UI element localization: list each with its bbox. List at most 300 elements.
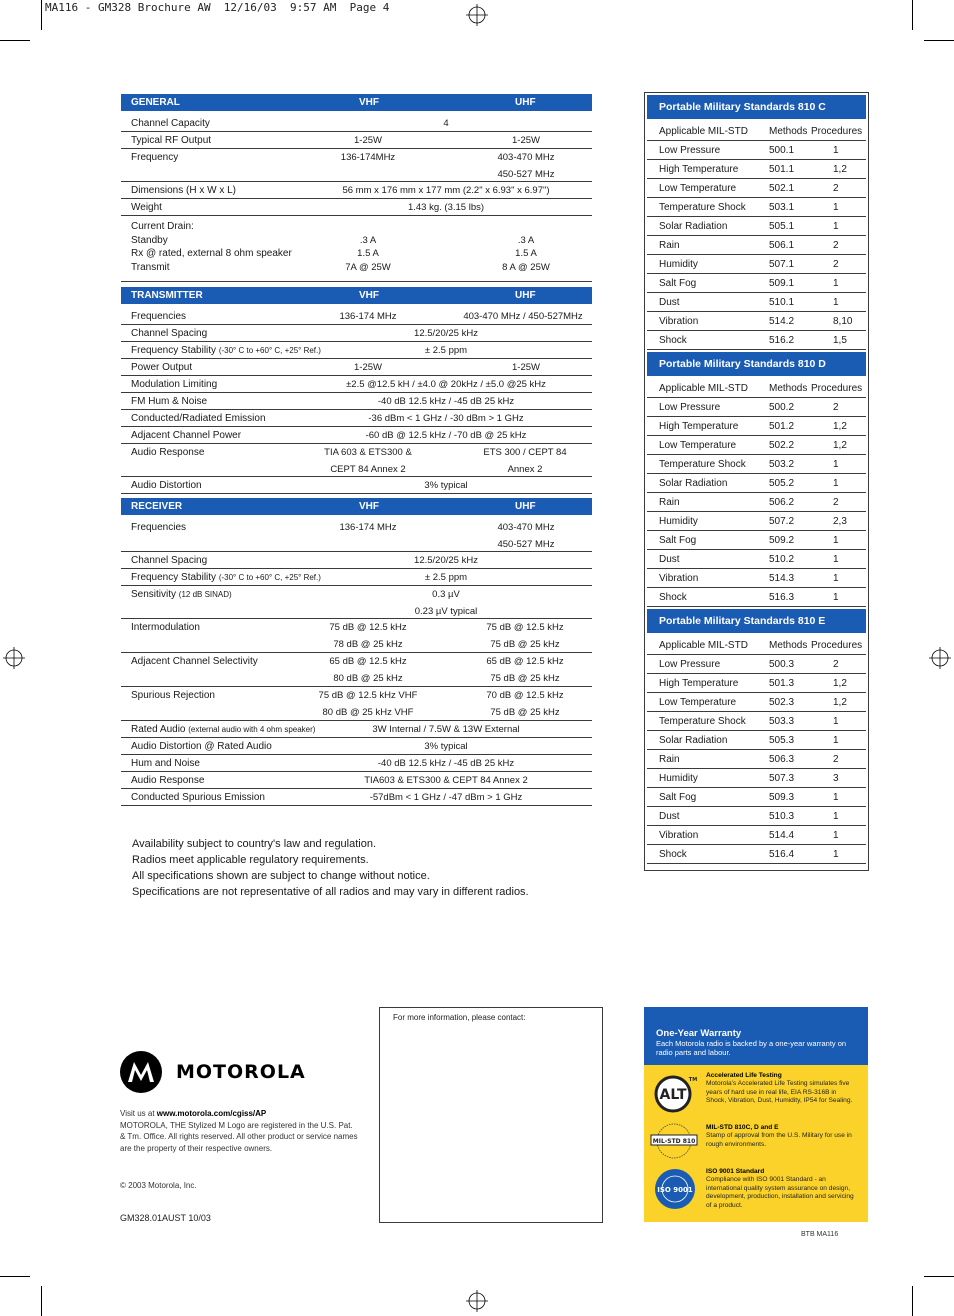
method-value: 507.2 xyxy=(769,516,795,527)
mil-std-810e-section xyxy=(645,609,868,864)
mil-std-row xyxy=(647,531,866,550)
vhf-value: 1-25W xyxy=(354,362,382,373)
test-name: Temperature Shock xyxy=(659,202,746,213)
procedure-value: 1 xyxy=(833,459,839,470)
column-header: Methods xyxy=(769,126,808,137)
uhf-value-line: 403-470 MHz xyxy=(497,152,555,163)
procedure-value: 1,2 xyxy=(833,697,847,708)
row-label: FM Hum & Noise xyxy=(131,396,208,407)
mil-std-row xyxy=(647,179,866,198)
row-value: -40 dB 12.5 kHz / -45 dB 25 kHz xyxy=(377,396,515,407)
procedure-value: 2 xyxy=(833,259,839,270)
uhf-value: 403-470 MHz / 450-527MHz xyxy=(463,311,583,322)
btb-code: BTB MA116 xyxy=(801,1231,839,1238)
procedure-value: 1 xyxy=(833,535,839,546)
procedure-value: 1 xyxy=(833,221,839,232)
procedure-value: 1 xyxy=(833,145,839,156)
row-value: 3% typical xyxy=(424,480,468,491)
section-title: TRANSMITTER xyxy=(131,290,203,301)
mil-std-header: Portable Military Standards 810 E xyxy=(647,609,866,633)
uhf-value-line: 75 dB @ 25 kHz xyxy=(490,707,560,718)
mil-std-row xyxy=(647,493,866,512)
procedure-value: 1 xyxy=(833,297,839,308)
mil-std-row xyxy=(647,674,866,693)
table-row xyxy=(121,477,592,494)
vhf-value: 1-25W xyxy=(354,135,382,146)
test-name: Low Pressure xyxy=(659,402,721,413)
method-value: 510.3 xyxy=(769,811,795,822)
mil-std-row xyxy=(647,274,866,293)
row-label: Conducted/Radiated Emission xyxy=(131,413,266,424)
mil-std-row xyxy=(647,693,866,712)
test-name: Vibration xyxy=(659,316,699,327)
vhf-value xyxy=(306,444,430,478)
row-label: Spurious Rejection xyxy=(131,690,215,701)
column-header: Procedures xyxy=(811,383,863,394)
method-value: 505.3 xyxy=(769,735,795,746)
registration-mark-icon xyxy=(929,647,951,669)
uhf-column-header: UHF xyxy=(515,290,536,301)
vhf-value xyxy=(321,234,415,275)
row-value: 3W Internal / 7.5W & 13W External xyxy=(372,724,520,735)
table-row xyxy=(121,569,592,586)
svg-text:TM: TM xyxy=(688,1077,697,1083)
row-label-line: Transmit xyxy=(131,261,170,273)
vhf-value: 136-174MHz xyxy=(340,152,396,163)
procedure-value: 2 xyxy=(833,659,839,670)
note-line: All specifications shown are subject to change without notice. xyxy=(132,870,430,882)
method-value: 501.3 xyxy=(769,678,795,689)
row-value-line: 0.3 µV xyxy=(432,589,460,600)
svg-text:MIL-STD 810: MIL-STD 810 xyxy=(652,1138,696,1145)
method-value: 507.3 xyxy=(769,773,795,784)
row-value: 4 xyxy=(443,118,449,129)
crop-mark xyxy=(41,0,42,30)
column-header: Applicable MIL-STD xyxy=(659,126,748,137)
row-label: Modulation Limiting xyxy=(131,379,218,390)
row-label-note: (-30° C to +60° C, +25° Ref.) xyxy=(218,346,321,355)
test-name: Dust xyxy=(659,554,680,565)
uhf-value-line: ETS 300 / CEPT 84 xyxy=(483,447,567,458)
row-label: Frequencies xyxy=(131,522,187,533)
row-label xyxy=(131,586,232,603)
table-row xyxy=(121,586,592,619)
uhf-value-line: 8 A @ 25W xyxy=(502,261,550,273)
document-code: GM328.01AUST 10/03 xyxy=(120,1213,211,1223)
section-title: GENERAL xyxy=(131,97,180,108)
warranty-item-title: MIL-STD 810C, D and E xyxy=(706,1124,779,1131)
disclaimer-notes xyxy=(132,836,529,900)
uhf-value: 1-25W xyxy=(512,362,540,373)
table-row xyxy=(121,721,592,738)
row-label: Typical RF Output xyxy=(131,135,212,146)
row-label xyxy=(131,220,292,274)
vhf-value-line: CEPT 84 Annex 2 xyxy=(330,464,406,475)
row-label: Frequencies xyxy=(131,311,187,322)
test-name: Humidity xyxy=(659,516,698,527)
table-row xyxy=(121,376,592,393)
uhf-column-header: UHF xyxy=(515,501,536,512)
table-row xyxy=(121,308,592,325)
print-slug: MA116 - GM328 Brochure AW 12/16/03 9:57 AM Page 4 xyxy=(45,1,390,14)
table-row xyxy=(121,410,592,427)
method-value: 516.2 xyxy=(769,335,795,346)
row-value: ±2.5 @12.5 kH / ±4.0 @ 20kHz / ±5.0 @25 kHz xyxy=(346,379,546,390)
procedure-value: 2 xyxy=(833,402,839,413)
warranty-item-text xyxy=(706,1124,856,1149)
procedure-value: 1 xyxy=(833,202,839,213)
procedure-value: 1 xyxy=(833,849,839,860)
uhf-value-line: Annex 2 xyxy=(507,464,543,475)
row-label: Dimensions (H x W x L) xyxy=(131,185,237,196)
test-name: Rain xyxy=(659,240,680,251)
warranty-item-body: Stamp of approval from the U.S. Military for use in rough environments. xyxy=(706,1132,852,1148)
section-header-general xyxy=(121,94,592,111)
row-label-text: Sensitivity xyxy=(131,589,179,600)
warranty-item-title: Accelerated Life Testing xyxy=(706,1072,782,1079)
procedure-value: 1,2 xyxy=(833,440,847,451)
uhf-value xyxy=(481,149,571,183)
uhf-value xyxy=(481,519,571,553)
row-value: -36 dBm < 1 GHz / -30 dBm > 1 GHz xyxy=(368,413,524,424)
procedure-value: 2 xyxy=(833,497,839,508)
test-name: Dust xyxy=(659,811,680,822)
method-value: 506.1 xyxy=(769,240,795,251)
row-label: Audio Distortion xyxy=(131,480,202,491)
table-row-current-drain xyxy=(121,216,592,282)
uhf-value-line: 75 dB @ 12.5 kHz xyxy=(486,622,564,633)
procedure-value: 1 xyxy=(833,554,839,565)
method-value: 506.3 xyxy=(769,754,795,765)
procedure-value: 3 xyxy=(833,773,839,784)
iso-icon xyxy=(653,1167,697,1211)
column-header: Methods xyxy=(769,383,808,394)
test-name: Rain xyxy=(659,754,680,765)
test-name: Low Temperature xyxy=(659,440,737,451)
svg-text:ALT: ALT xyxy=(659,1087,687,1103)
mil-std-row xyxy=(647,417,866,436)
method-value: 516.3 xyxy=(769,592,795,603)
table-row xyxy=(121,552,592,569)
test-name: Rain xyxy=(659,497,680,508)
table-row xyxy=(121,619,592,653)
uhf-value-line: 65 dB @ 12.5 kHz xyxy=(486,656,564,667)
alt-icon xyxy=(653,1072,697,1116)
method-value: 516.4 xyxy=(769,849,795,860)
mil-std-rows xyxy=(645,655,868,864)
mil-std-810d-section xyxy=(645,352,868,607)
procedure-value: 1 xyxy=(833,811,839,822)
uhf-value-line: 75 dB @ 25 kHz xyxy=(490,639,560,650)
mil-std-row xyxy=(647,731,866,750)
spec-table xyxy=(121,94,592,806)
method-value: 502.3 xyxy=(769,697,795,708)
mil-std-row xyxy=(647,141,866,160)
website-link[interactable]: www.motorola.com/cgiss/AP xyxy=(156,1109,267,1118)
test-name: Low Pressure xyxy=(659,659,721,670)
method-value: 507.1 xyxy=(769,259,795,270)
method-value: 503.3 xyxy=(769,716,795,727)
row-label-line: Standby xyxy=(131,234,168,246)
mil-std-row xyxy=(647,474,866,493)
row-value xyxy=(281,586,611,620)
mil-std-row xyxy=(647,826,866,845)
procedure-value: 1 xyxy=(833,592,839,603)
mil-std-row xyxy=(647,512,866,531)
column-header: Applicable MIL-STD xyxy=(659,640,748,651)
contact-label: For more information, please contact: xyxy=(393,1013,526,1022)
test-name: Shock xyxy=(659,335,687,346)
method-value: 510.2 xyxy=(769,554,795,565)
warranty-item-title: ISO 9001 Standard xyxy=(706,1168,765,1175)
table-row xyxy=(121,149,592,182)
vhf-value-line: 1.5 A xyxy=(357,248,379,259)
table-row xyxy=(121,755,592,772)
mil-std-810c-section xyxy=(645,95,868,350)
row-value: 12.5/20/25 kHz xyxy=(414,555,478,566)
method-value: 509.2 xyxy=(769,535,795,546)
table-row xyxy=(121,653,592,687)
row-value: 12.5/20/25 kHz xyxy=(414,328,478,339)
motorola-wordmark: MOTOROLA xyxy=(176,1061,306,1083)
procedure-value: 8,10 xyxy=(833,316,853,327)
crop-mark xyxy=(924,1276,954,1277)
row-label: Audio Response xyxy=(131,775,205,786)
vhf-value-line: 78 dB @ 25 kHz xyxy=(333,639,403,650)
uhf-value xyxy=(468,687,582,721)
procedure-value: 1 xyxy=(833,792,839,803)
crop-mark xyxy=(0,1276,30,1277)
table-row xyxy=(121,342,592,359)
table-row xyxy=(121,182,592,199)
test-name: Temperature Shock xyxy=(659,716,746,727)
row-label: Adjacent Channel Power xyxy=(131,430,242,441)
row-value: 3% typical xyxy=(424,741,468,752)
row-label: Channel Spacing xyxy=(131,555,208,566)
method-value: 500.3 xyxy=(769,659,795,670)
test-name: Low Pressure xyxy=(659,145,721,156)
procedure-value: 2 xyxy=(833,183,839,194)
table-row xyxy=(121,738,592,755)
row-label-line: Rx @ rated, external 8 ohm speaker xyxy=(131,248,292,259)
row-label: Hum and Noise xyxy=(131,758,200,769)
row-label-text: Frequency Stability xyxy=(131,572,219,583)
row-label-text: Frequency Stability xyxy=(131,345,219,356)
vhf-value xyxy=(311,619,425,653)
uhf-value xyxy=(468,619,582,653)
crop-mark xyxy=(41,1286,42,1316)
procedure-value: 1,2 xyxy=(833,421,847,432)
mil-std-row xyxy=(647,845,866,864)
warranty-item-text xyxy=(706,1168,856,1210)
mil-std-row xyxy=(647,550,866,569)
row-label-line: Current Drain: xyxy=(131,221,194,232)
method-value: 509.1 xyxy=(769,278,795,289)
method-value: 509.3 xyxy=(769,792,795,803)
note-line: Specifications are not representative of all radios and may vary in different radios. xyxy=(132,886,529,898)
military-standards-panel xyxy=(644,92,869,871)
method-value: 514.2 xyxy=(769,316,795,327)
row-label: Adjacent Channel Selectivity xyxy=(131,656,258,667)
test-name: Low Temperature xyxy=(659,697,737,708)
uhf-value-line: 75 dB @ 25 kHz xyxy=(490,673,560,684)
method-value: 501.1 xyxy=(769,164,795,175)
table-row xyxy=(121,132,592,149)
test-name: Vibration xyxy=(659,830,699,841)
vhf-value-line: 80 dB @ 25 kHz VHF xyxy=(322,707,414,718)
procedure-value: 1 xyxy=(833,830,839,841)
warranty-description: Each Motorola radio is backed by a one-year warranty on radio parts and labour. xyxy=(656,1039,847,1057)
warranty-header xyxy=(644,1007,868,1065)
registration-mark-icon xyxy=(466,4,488,26)
test-name: Humidity xyxy=(659,259,698,270)
table-row xyxy=(121,519,592,552)
vhf-value-line: 65 dB @ 12.5 kHz xyxy=(329,656,407,667)
row-label: Channel Capacity xyxy=(131,118,210,129)
procedure-value: 1,2 xyxy=(833,678,847,689)
method-value: 501.2 xyxy=(769,421,795,432)
test-name: Temperature Shock xyxy=(659,459,746,470)
procedure-value: 1,5 xyxy=(833,335,847,346)
mil-std-rows xyxy=(645,141,868,350)
table-row xyxy=(121,199,592,216)
mil-std-row xyxy=(647,217,866,236)
uhf-column-header: UHF xyxy=(515,97,536,108)
test-name: Dust xyxy=(659,297,680,308)
mil-std-row xyxy=(647,331,866,350)
method-value: 506.2 xyxy=(769,497,795,508)
mil-std-row xyxy=(647,255,866,274)
mil-std-row xyxy=(647,712,866,731)
vhf-column-header: VHF xyxy=(359,97,379,108)
method-value: 500.1 xyxy=(769,145,795,156)
row-value: -60 dB @ 12.5 kHz / -70 dB @ 25 kHz xyxy=(365,430,527,441)
vhf-column-header: VHF xyxy=(359,501,379,512)
test-name: Solar Radiation xyxy=(659,478,728,489)
row-value: ± 2.5 ppm xyxy=(424,572,468,583)
section-header-receiver xyxy=(121,498,592,515)
uhf-value-line: 70 dB @ 12.5 kHz xyxy=(486,690,564,701)
table-row xyxy=(121,359,592,376)
row-value-line: 0.23 µV typical xyxy=(414,606,478,617)
column-header: Procedures xyxy=(811,640,863,651)
crop-mark xyxy=(912,0,913,30)
warranty-item-body: Motorola's Accelerated Life Testing simulates five years of hard use in real life, EIA RS-316B in Shock, Vibration, Dust, Humidity, IP54 for Sealing. xyxy=(706,1080,853,1105)
procedure-value: 2 xyxy=(833,754,839,765)
visit-prefix: Visit us at xyxy=(120,1109,157,1118)
copyright: © 2003 Motorola, Inc. xyxy=(120,1181,197,1190)
method-value: 503.2 xyxy=(769,459,795,470)
contact-box xyxy=(379,1007,603,1223)
mil-std-header: Portable Military Standards 810 D xyxy=(647,352,866,376)
test-name: Shock xyxy=(659,592,687,603)
method-value: 505.2 xyxy=(769,478,795,489)
warranty-item-text xyxy=(706,1072,856,1106)
procedure-value: 2,3 xyxy=(833,516,847,527)
row-label: Audio Distortion @ Rated Audio xyxy=(131,741,272,752)
mil-std-row xyxy=(647,198,866,217)
uhf-value xyxy=(481,234,571,275)
column-header: Methods xyxy=(769,640,808,651)
warranty-panel xyxy=(644,1007,868,1222)
row-label: Power Output xyxy=(131,362,193,373)
row-label: Conducted Spurious Emission xyxy=(131,792,265,803)
test-name: Salt Fog xyxy=(659,278,697,289)
motorola-m-icon xyxy=(120,1051,162,1093)
uhf-value-line: 403-470 MHz xyxy=(497,522,555,533)
table-row xyxy=(121,393,592,410)
test-name: High Temperature xyxy=(659,678,739,689)
procedure-value: 1,2 xyxy=(833,164,847,175)
method-value: 514.3 xyxy=(769,573,795,584)
mil-std-row xyxy=(647,398,866,417)
vhf-value-line: 7A @ 25W xyxy=(345,261,391,273)
method-value: 505.1 xyxy=(769,221,795,232)
uhf-value-line: 450-527 MHz xyxy=(497,169,555,180)
row-label-note: (external audio with 4 ohm speaker) xyxy=(188,725,316,734)
procedure-value: 1 xyxy=(833,478,839,489)
mil-std-row xyxy=(647,236,866,255)
table-row xyxy=(121,427,592,444)
table-row xyxy=(121,687,592,721)
test-name: High Temperature xyxy=(659,421,739,432)
vhf-value: 136-174 MHz xyxy=(339,311,397,322)
test-name: Humidity xyxy=(659,773,698,784)
mil-std-row xyxy=(647,569,866,588)
mil-std-row xyxy=(647,788,866,807)
registration-mark-icon xyxy=(3,647,25,669)
test-name: High Temperature xyxy=(659,164,739,175)
row-label: Audio Response xyxy=(131,447,205,458)
procedure-value: 1 xyxy=(833,735,839,746)
test-name: Salt Fog xyxy=(659,535,697,546)
method-value: 502.1 xyxy=(769,183,795,194)
table-row xyxy=(121,789,592,806)
uhf-value xyxy=(468,653,582,687)
warranty-item-body: Compliance with ISO 9001 Standard - an international quality system assurance on design, development, production, installation and servicing of a product. xyxy=(706,1176,854,1209)
vhf-value-line: TIA 603 & ETS300 & xyxy=(324,447,412,458)
procedure-value: 1 xyxy=(833,716,839,727)
row-value: -40 dB 12.5 kHz / -45 dB 25 kHz xyxy=(377,758,515,769)
column-header: Applicable MIL-STD xyxy=(659,383,748,394)
uhf-value: 1-25W xyxy=(512,135,540,146)
method-value: 514.4 xyxy=(769,830,795,841)
test-name: Solar Radiation xyxy=(659,735,728,746)
mil-std-row xyxy=(647,436,866,455)
mil-std-column-header xyxy=(647,633,866,655)
row-value: -57dBm < 1 GHz / -47 dBm > 1 GHz xyxy=(369,792,523,803)
row-value: TIA603 & ETS300 & CEPT 84 Annex 2 xyxy=(364,775,528,786)
mil-std-column-header xyxy=(647,119,866,141)
test-name: Solar Radiation xyxy=(659,221,728,232)
section-header-transmitter xyxy=(121,287,592,304)
vhf-value-line: 75 dB @ 12.5 kHz xyxy=(329,622,407,633)
warranty-title: One-Year Warranty xyxy=(656,1028,742,1039)
mil-std-row xyxy=(647,655,866,674)
mil-std-icon xyxy=(650,1121,698,1161)
test-name: Low Temperature xyxy=(659,183,737,194)
table-row xyxy=(121,444,592,477)
legal-text xyxy=(120,1108,360,1154)
mil-std-row xyxy=(647,750,866,769)
note-line: Radios meet applicable regulatory requirements. xyxy=(132,854,369,866)
test-name: Salt Fog xyxy=(659,792,697,803)
row-label-text: Rated Audio xyxy=(131,724,189,735)
uhf-value-line: 1.5 A xyxy=(515,248,537,259)
mil-std-row xyxy=(647,293,866,312)
table-row xyxy=(121,115,592,132)
vhf-column-header: VHF xyxy=(359,290,379,301)
